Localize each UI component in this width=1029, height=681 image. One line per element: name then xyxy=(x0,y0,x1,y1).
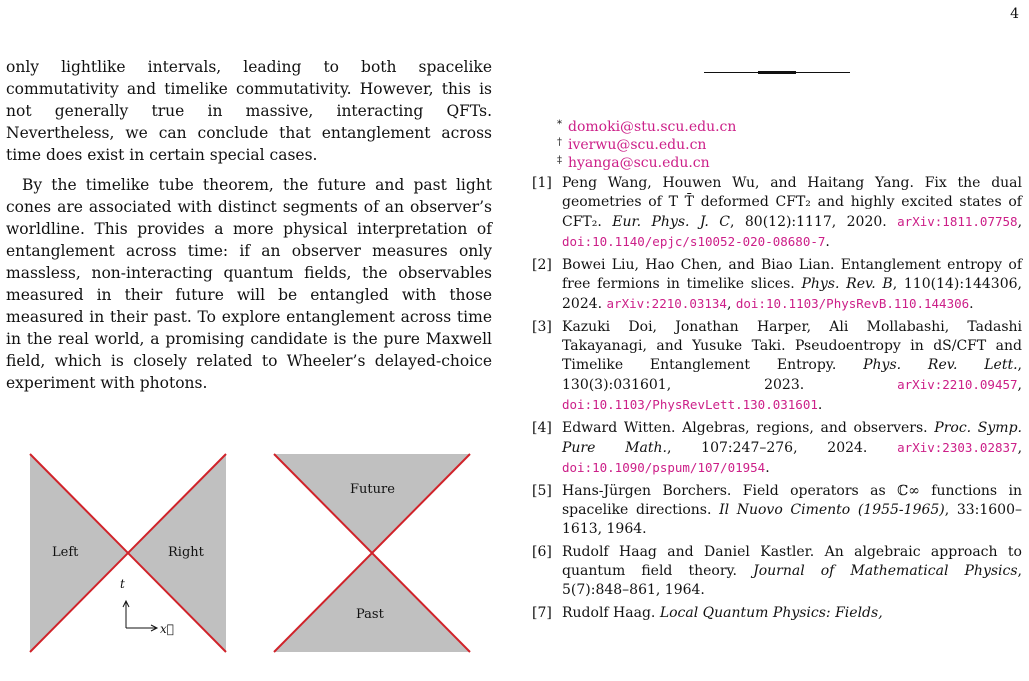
reference-item xyxy=(532,174,1022,252)
reference-item xyxy=(532,318,1022,415)
reference-text: Rudolf Haag and Daniel Kastler. An algebraic approach to quantum field theory. Journal of Mathematical Physics, 5(7):848–861, 1964. xyxy=(562,544,1022,598)
body-paragraph: By the timelike tube theorem, the future and past light cones are associated with distinct segments of an observer’s worldline. This provides a more physical interpretation of entanglement across time: if an observer measures only massless, non-interacting quantum fields, the observables measured in their future will be entangled with those measured in their past. To explore entanglement across time in the real world, a promising candidate is the pure Maxwell field, which is closely related to Wheeler’s delayed-choice experiment with photons. xyxy=(6,176,492,392)
reference-journal: Phys. Rev. B xyxy=(801,276,893,292)
email-link[interactable]: hyanga@scu.edu.cn xyxy=(568,155,710,171)
doi-link[interactable]: doi:10.1090/pspum/107/01954 xyxy=(562,460,766,475)
page-number: 4 xyxy=(1010,6,1019,22)
reference-item xyxy=(532,256,1022,314)
future-label: Future xyxy=(350,482,395,497)
reference-item xyxy=(532,604,1022,623)
right-region-label: Right xyxy=(168,545,204,560)
footnote xyxy=(532,154,1022,172)
reference-text: Bowei Liu, Hao Chen, and Biao Lian. Entanglement entropy of free fermions in timelike slices. Phys. Rev. B, 110(14):144306, 2024. arXiv:2210.03134, doi:10.1103/PhysRevB.110.144306. xyxy=(562,257,1022,312)
doi-link[interactable]: doi:10.1140/epjc/s10052-020-08680-7 xyxy=(562,234,826,249)
past-cone xyxy=(274,553,470,652)
reference-journal: Proc. Symp. Pure Math. xyxy=(562,420,1022,456)
footnote xyxy=(532,118,1022,136)
reference-text: Edward Witten. Algebras, regions, and observers. Proc. Symp. Pure Math., 107:247–276, 2024. arXiv:2303.02837, doi:10.1090/pspum/107/01954. xyxy=(562,420,1023,476)
right-column xyxy=(532,64,1022,627)
reference-journal: Journal of Mathematical Physics xyxy=(753,563,1018,579)
light-cone-diagram xyxy=(0,450,500,670)
arxiv-link[interactable]: arXiv:1811.07758 xyxy=(897,214,1018,229)
doi-link[interactable]: doi:10.1103/PhysRevB.110.144306 xyxy=(735,296,970,311)
reference-number: [1] xyxy=(532,175,552,191)
email-link[interactable]: iverwu@scu.edu.cn xyxy=(568,137,707,153)
right-panel xyxy=(274,454,470,652)
past-label: Past xyxy=(356,607,384,622)
left-wedge xyxy=(30,454,127,652)
arxiv-link[interactable]: arXiv:2210.03134 xyxy=(606,296,727,311)
left-region-label: Left xyxy=(52,545,79,560)
reference-number: [3] xyxy=(532,319,552,335)
reference-text: Rudolf Haag. Local Quantum Physics: Fields, xyxy=(562,605,883,621)
reference-journal: Phys. Rev. Lett. xyxy=(863,357,1018,373)
reference-text: Hans-Jürgen Borchers. Field operators as ℂ∞ functions in spacelike directions. Il Nuovo Cimento (1955-1965), 33:1600–1613, 1964. xyxy=(562,483,1022,537)
reference-text: Kazuki Doi, Jonathan Harper, Ali Mollabashi, Tadashi Takayanagi, and Yusuke Taki. Pseudoentropy in dS/CFT and Timelike Entanglement Entropy. Phys. Rev. Lett., 130(3):031601, 2023. arXiv:2210.09457, doi:10.1103/PhysRevLett.130.031601. xyxy=(562,319,1022,413)
axes-icon xyxy=(123,601,157,631)
reference-number: [2] xyxy=(532,257,552,273)
footnote-mark: † xyxy=(557,137,562,148)
email-link[interactable]: domoki@stu.scu.edu.cn xyxy=(568,119,737,135)
footnotes xyxy=(532,118,1022,172)
footnote-separator xyxy=(532,64,1022,104)
reference-number: [6] xyxy=(532,544,552,560)
reference-item xyxy=(532,482,1022,539)
reference-item xyxy=(532,543,1022,600)
left-column xyxy=(6,56,492,402)
reference-journal: Eur. Phys. J. C xyxy=(612,214,731,230)
reference-number: [5] xyxy=(532,483,552,499)
arxiv-link[interactable]: arXiv:2303.02837 xyxy=(897,440,1018,455)
footnote-mark: ‡ xyxy=(557,155,562,166)
reference-text: Peng Wang, Houwen Wu, and Haitang Yang. Fix the dual geometries of T T̄ deformed CFT₂ and highly excited states of CFT₂. Eur. Phys. J. C, 80(12):1117, 2020. arXiv:1811.07758, doi:10.1140/epjc/s10052-020-08680-7. xyxy=(562,175,1023,250)
reference-journal: Il Nuovo Cimento (1955-1965) xyxy=(719,502,945,518)
reference-number: [7] xyxy=(532,605,552,621)
future-cone xyxy=(274,454,470,553)
x-axis-label: x⃗ xyxy=(160,622,174,636)
light-cone-figure xyxy=(0,450,500,670)
reference-journal: Local Quantum Physics: Fields, xyxy=(659,605,883,621)
arxiv-link[interactable]: arXiv:2210.09457 xyxy=(897,377,1018,392)
footnote xyxy=(532,136,1022,154)
body-paragraph: only lightlike intervals, leading to both spacelike commutativity and timelike commutativity. However, this is not generally true in massive, interacting QFTs. Nevertheless, we can conclude that entanglement across time does exist in certain special cases. xyxy=(6,58,492,164)
reference-number: [4] xyxy=(532,420,552,436)
reference-item xyxy=(532,419,1022,478)
left-panel xyxy=(30,454,226,652)
reference-list xyxy=(532,174,1022,623)
t-axis-label: t xyxy=(120,577,125,591)
footnote-mark: * xyxy=(557,119,562,130)
doi-link[interactable]: doi:10.1103/PhysRevLett.130.031601 xyxy=(562,397,818,412)
